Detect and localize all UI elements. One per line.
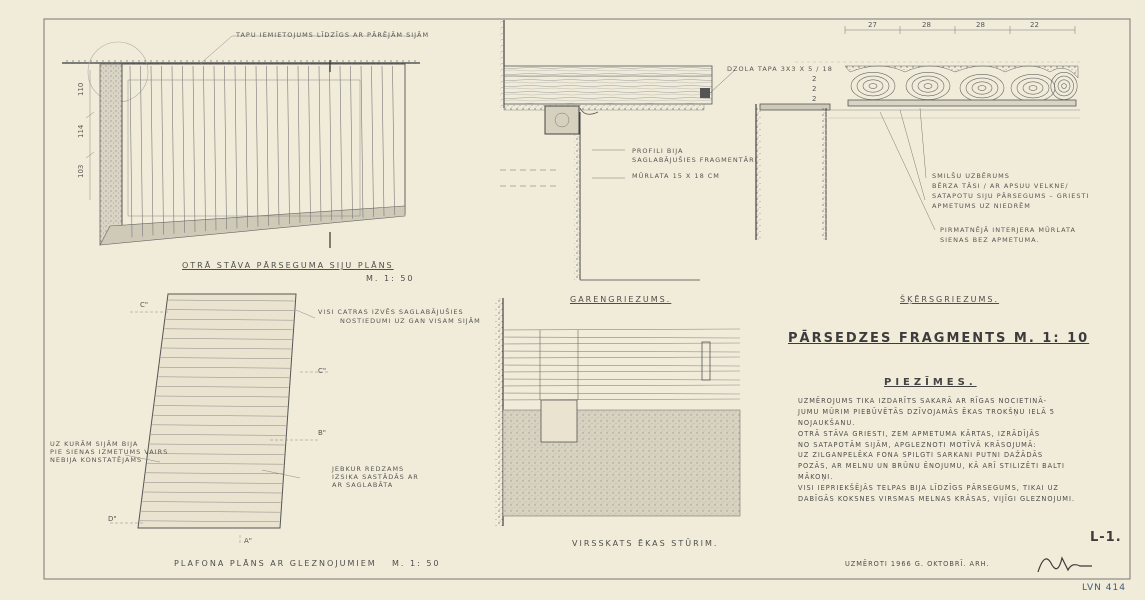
- fill-note-b: BĒRZA TĀSI / AR APSUU VELKNE/: [932, 182, 1069, 190]
- tenon-note: DZOLA TAPA 3X3 X 5 / 18: [727, 65, 833, 73]
- ceiling-note-left-b: PIE SIENAS IZMETUMS VAIRS: [50, 448, 169, 456]
- notes-list: [798, 398, 1075, 507]
- dimension-label: 114: [77, 124, 85, 138]
- ceiling-note-left: UZ KURĀM SIJĀM BIJA: [50, 440, 139, 448]
- longitudinal-section: [500, 20, 735, 280]
- wall-note-b: SIENAS BEZ APMETUMA.: [940, 236, 1040, 244]
- dimension-label: 28: [976, 21, 985, 29]
- fill-note-c: SATAPOTU SIJU PĀRSEGUMS – GRIESTI: [932, 192, 1090, 200]
- note-line: MĀKOŅI.: [798, 473, 834, 482]
- fragment-title: PĀRSEDZES FRAGMENTS M. 1: 10: [788, 331, 1090, 346]
- wall-note: PIRMATNĒJĀ INTERJERA MŪRLATA: [940, 226, 1076, 234]
- marker-label: A": [244, 537, 253, 545]
- upper-plan-title: OTRĀ STĀVA PĀRSEGUMA SIJU PLĀNS: [182, 261, 394, 270]
- ceiling-note-left-c: NEBIJA KONSTATĒJAMS: [50, 456, 143, 464]
- marker-label: B": [318, 429, 327, 437]
- note-line: UZ ZILGANPELĒKA FONA SPILGTI SARKANI PUTNI DAŽĀDĀS: [798, 451, 1044, 460]
- notes-heading: PIEZĪMES.: [884, 377, 977, 388]
- dimension-label: 27: [868, 21, 877, 29]
- note-line: VISI IEPRIEKŠĒJĀS TELPAS BIJA LĪDZĪGS PĀRSEGUMS, TIKAI UZ: [798, 484, 1059, 493]
- cross-section-title: ŠĶĒRSGRIEZUMS.: [900, 295, 1000, 304]
- sheet-number: L-1.: [1090, 530, 1122, 545]
- upper-plan-note: TAPU IEMIETOJUMS LĪDZĪGS AR PĀRĒJĀM SIJĀM: [236, 31, 430, 39]
- archive-stamp: LVN 414: [1082, 583, 1126, 593]
- note-line: JUMU MŪRIM PIEBŪVĒTĀS DZĪVOJAMĀS ĒKAS TROKŠŅU IELĀ 5: [798, 407, 1056, 416]
- dimension-label: 22: [1030, 21, 1039, 29]
- note-line: OTRĀ STĀVA GRIESTI, ZEM APMETUMA KĀRTAS, IZRĀDĪJĀS: [798, 429, 1041, 438]
- dimension-label: 103: [77, 164, 85, 178]
- dimension-label: 2: [812, 85, 817, 93]
- dimension-label: 2: [812, 75, 817, 83]
- marker-label: D": [108, 515, 117, 523]
- longitudinal-section-title: GARENGRIEZUMS.: [570, 295, 672, 304]
- elevation-title: VIRSSKATS ĒKAS STŪRIM.: [572, 539, 719, 548]
- note-line: NOJAUKŠANU.: [798, 418, 856, 427]
- note-line: DABĪGĀS KOKSNES VIRSMAS MELNAS KRĀSAS, VIJĪGI GLEZNOJUMI.: [798, 495, 1076, 504]
- note-line: POZĀS, AR MELNU UN BRŪNU ĒNOJUMU, KĀ ARĪ STILIZĒTI BALTI: [798, 462, 1065, 471]
- ceiling-note-mid: JEBKUR REDZAMS: [332, 465, 405, 473]
- profile-note-b: SAGLABĀJUŠIES FRAGMENTĀRI: [632, 156, 758, 164]
- note-line: UZMĒROJUMS TIKA IZDARĪTS SAKARĀ AR RĪGAS NOCIETINĀ-: [798, 397, 1047, 405]
- ceiling-note-right-b: NOSTIEDUMI UZ GAN VISAM SIJĀM: [340, 317, 481, 325]
- upper-plan-scale: M. 1: 50: [366, 274, 415, 283]
- beam-note: MŪRLATA 15 X 18 CM: [632, 172, 720, 180]
- note-line: NO SATAPOTĀM SIJĀM, APGLEZNOTI MOTĪVĀ KRĀSOJUMĀ:: [798, 440, 1037, 449]
- fill-note-d: APMETUMS UZ NIEDRĒM: [932, 202, 1031, 210]
- ceiling-note-mid-b: IZSIKA SASTĀDĀS AR: [332, 473, 419, 481]
- corner-elevation: [495, 295, 740, 526]
- architect-signature: [1038, 558, 1092, 572]
- ceiling-plan-scale: M. 1: 50: [392, 559, 441, 568]
- ceiling-plan-lower: [110, 294, 330, 545]
- dimension-label: 28: [922, 21, 931, 29]
- fill-note: SMILŠU UZBĒRUMS: [932, 172, 1010, 180]
- ceiling-note-mid-c: AR SAGLABĀTA: [332, 481, 394, 489]
- ceiling-plan-title: PLAFONA PLĀNS AR GLEZNOJUMIEM: [174, 559, 377, 568]
- dimension-label: 2: [812, 95, 817, 103]
- profile-note: PROFILI BIJA: [632, 147, 684, 155]
- beam-plan-upper: [62, 36, 420, 248]
- survey-date: UZMĒROTI 1966 G. OKTOBRĪ. ARH.: [845, 560, 990, 568]
- marker-label: C": [318, 367, 327, 375]
- marker-label: C": [140, 301, 149, 309]
- dimension-label: 110: [77, 82, 85, 96]
- cross-section: [756, 26, 1080, 240]
- ceiling-note-right: VISI CATRAS IZVĒS SAGLABĀJUŠIES: [318, 308, 464, 316]
